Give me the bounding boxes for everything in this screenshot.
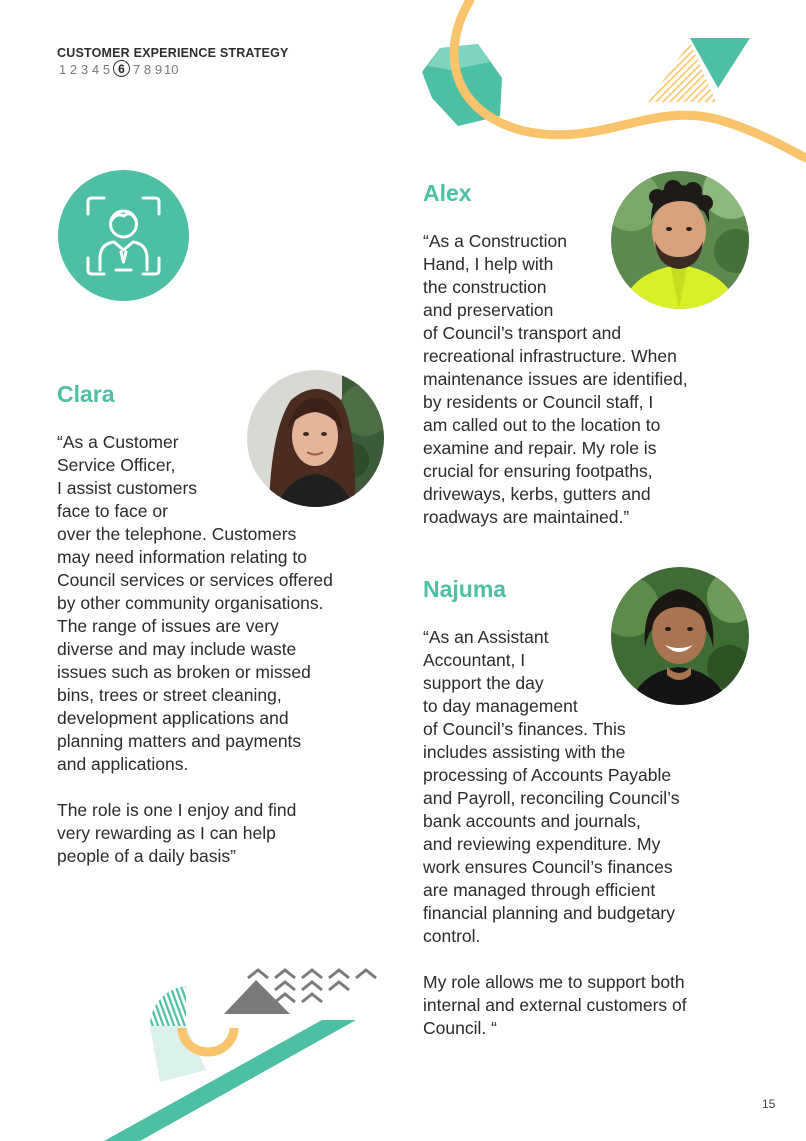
alex-quote-line: roadways are maintained.” bbox=[423, 507, 630, 527]
clara-quote-line: and applications. bbox=[57, 754, 189, 774]
alex-name: Alex bbox=[423, 180, 472, 206]
clara-quote-line: people of a daily basis” bbox=[57, 846, 236, 866]
najuma-quote-line: internal and external customers of bbox=[423, 995, 687, 1015]
page-index-9[interactable]: 9 bbox=[154, 62, 163, 77]
yellow-arc-shape bbox=[182, 1028, 234, 1052]
page-index-1[interactable]: 1 bbox=[58, 62, 67, 77]
yellow-curve-line bbox=[454, 0, 806, 158]
alex-photo bbox=[611, 171, 749, 309]
najuma-quote-line: Accountant, I bbox=[423, 650, 526, 670]
page-index-5[interactable]: 5 bbox=[102, 62, 111, 77]
najuma-quote-line: Council. “ bbox=[423, 1018, 497, 1038]
alex-quote-line: crucial for ensuring footpaths, bbox=[423, 461, 653, 481]
alex-portrait-image bbox=[611, 171, 749, 309]
najuma-quote-line: “As an Assistant bbox=[423, 627, 549, 647]
document-header-title: CUSTOMER EXPERIENCE STRATEGY bbox=[57, 46, 289, 60]
alex-quote-line: “As a Construction bbox=[423, 231, 567, 251]
striped-semicircle-shape bbox=[150, 986, 186, 1026]
page-index-current[interactable]: 6 bbox=[113, 60, 130, 77]
page-index-2[interactable]: 2 bbox=[69, 62, 78, 77]
alex-quote-line: driveways, kerbs, gutters and bbox=[423, 484, 651, 504]
najuma-quote-line: includes assisting with the bbox=[423, 742, 626, 762]
clara-quote-line: I assist customers bbox=[57, 478, 198, 498]
najuma-quote-line: control. bbox=[423, 926, 481, 946]
clara-quote-line: Service Officer, bbox=[57, 455, 176, 475]
alex-quote-line: the construction bbox=[423, 277, 547, 297]
clara-portrait-image bbox=[247, 370, 384, 507]
alex-quote-line: and preservation bbox=[423, 300, 554, 320]
alex-quote-line: examine and repair. My role is bbox=[423, 438, 657, 458]
najuma-quote-line: financial planning and budgetary bbox=[423, 903, 675, 923]
bottom-decoration bbox=[0, 960, 420, 1141]
page-index-3[interactable]: 3 bbox=[80, 62, 89, 77]
najuma-quote-line: and reviewing expenditure. My bbox=[423, 834, 661, 854]
clara-quote-line: bins, trees or street cleaning, bbox=[57, 685, 282, 705]
page-index-8[interactable]: 8 bbox=[143, 62, 152, 77]
clara-quote-line: by other community organisations. bbox=[57, 593, 324, 613]
najuma-quote-line: bank accounts and journals, bbox=[423, 811, 641, 831]
alex-quote-line: Hand, I help with bbox=[423, 254, 554, 274]
clara-quote-line: may need information relating to bbox=[57, 547, 307, 567]
najuma-quote-line: and Payroll, reconciling Council’s bbox=[423, 788, 680, 808]
clara-quote-line: very rewarding as I can help bbox=[57, 823, 276, 843]
clara-quote-line: The role is one I enjoy and find bbox=[57, 800, 297, 820]
najuma-quote-line: work ensures Council’s finances bbox=[423, 857, 673, 877]
page-index-4[interactable]: 4 bbox=[91, 62, 100, 77]
page-number: 15 bbox=[762, 1097, 776, 1111]
najuma-portrait-image bbox=[611, 567, 749, 705]
alex-quote-line: of Council’s transport and bbox=[423, 323, 622, 343]
clara-quote-line: diverse and may include waste bbox=[57, 639, 297, 659]
clara-quote-line: The range of issues are very bbox=[57, 616, 279, 636]
clara-quote-line: Council services or services offered bbox=[57, 570, 333, 590]
najuma-quote-line: are managed through efficient bbox=[423, 880, 656, 900]
najuma-quote-line: support the day bbox=[423, 673, 544, 693]
customer-service-icon bbox=[58, 170, 189, 301]
clara-quote-line: face to face or bbox=[57, 501, 168, 521]
clara-quote-line: issues such as broken or missed bbox=[57, 662, 311, 682]
clara-quote-line: “As a Customer bbox=[57, 432, 179, 452]
page-index-7[interactable]: 7 bbox=[132, 62, 141, 77]
najuma-quote-line: to day management bbox=[423, 696, 578, 716]
clara-quote-line: planning matters and payments bbox=[57, 731, 302, 751]
page-index-10[interactable]: 10 bbox=[164, 62, 179, 77]
clara-quote-line: development applications and bbox=[57, 708, 289, 728]
clara-quote-line: over the telephone. Customers bbox=[57, 524, 297, 544]
najuma-photo bbox=[611, 567, 749, 705]
najuma-name: Najuma bbox=[423, 576, 507, 602]
najuma-quote-line: My role allows me to support both bbox=[423, 972, 685, 992]
alex-quote-line: by residents or Council staff, I bbox=[423, 392, 654, 412]
customer-service-icon-circle bbox=[58, 170, 189, 301]
clara-name: Clara bbox=[57, 381, 115, 407]
najuma-quote-line: processing of Accounts Payable bbox=[423, 765, 672, 785]
alex-quote-line: maintenance issues are identified, bbox=[423, 369, 688, 389]
clara-photo bbox=[247, 370, 384, 507]
najuma-quote-line: of Council’s finances. This bbox=[423, 719, 626, 739]
alex-quote-line: am called out to the location to bbox=[423, 415, 661, 435]
alex-quote-line: recreational infrastructure. When bbox=[423, 346, 677, 366]
